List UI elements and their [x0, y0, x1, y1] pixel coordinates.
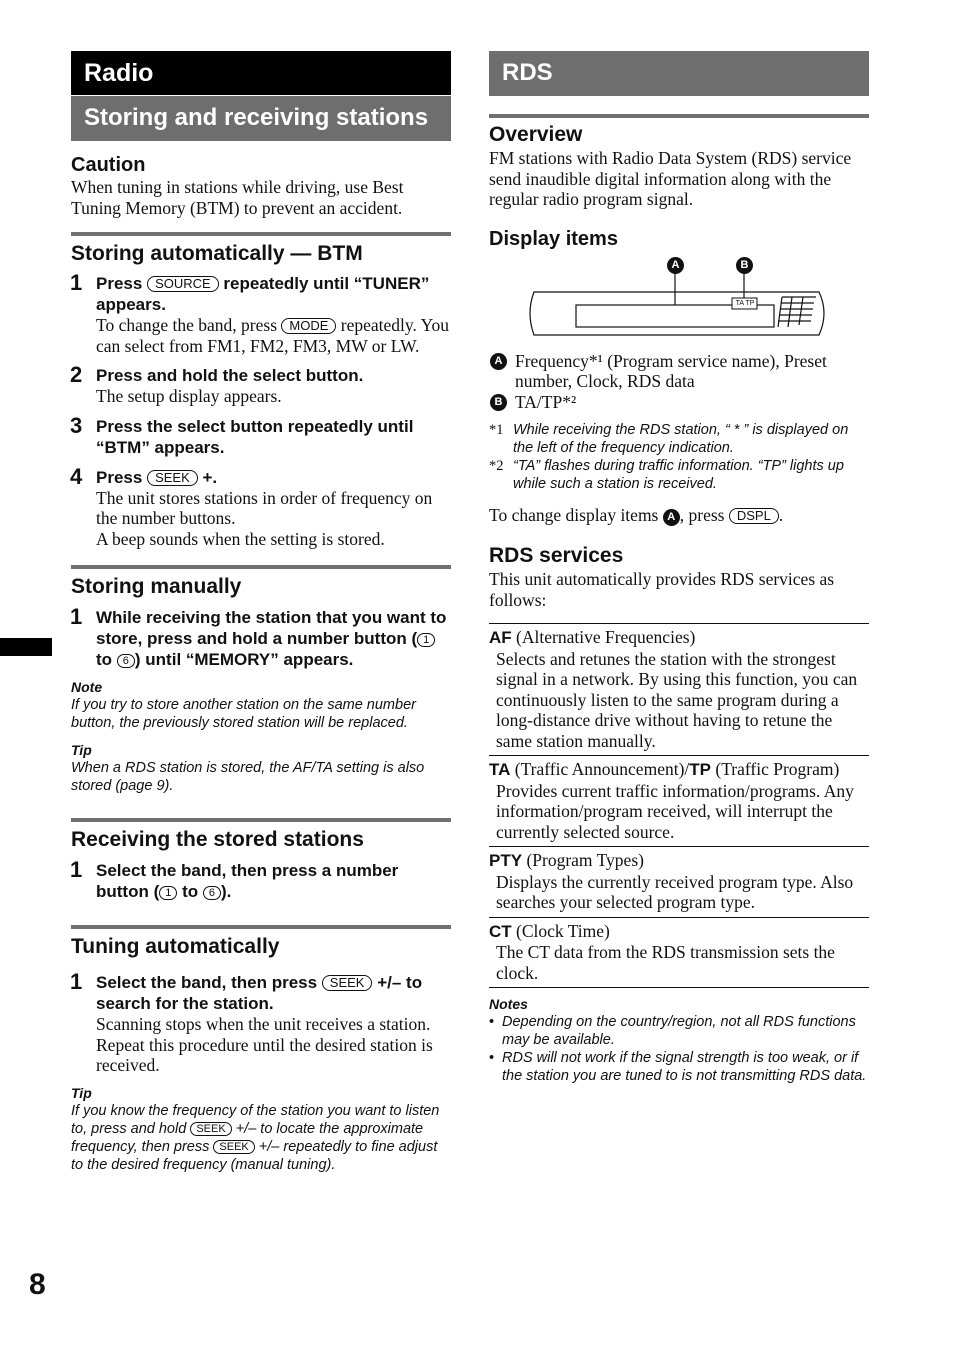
divider	[489, 114, 869, 118]
heading-rds-services: RDS services	[489, 544, 624, 567]
step-body: The setup display appears.	[96, 386, 282, 406]
services-intro: This unit automatically provides RDS services as follows:	[489, 569, 835, 610]
footnote-marker: *2	[489, 458, 504, 474]
footnote-text: “TA” flashes during traffic information. “TP” lights up while such a station is received.	[513, 458, 844, 492]
footnote-text: While receiving the RDS station, “ * ” is displayed on the left of the frequency indication.	[513, 422, 849, 456]
step-text: to	[96, 650, 113, 669]
service-abbr: AF	[489, 628, 512, 647]
tuning-tip	[71, 1085, 451, 1174]
step-text: Select the band, then press	[96, 973, 318, 992]
step-text: ) until “MEMORY” appears.	[134, 650, 354, 669]
manual-step-1	[70, 604, 451, 670]
step-text: to	[182, 882, 199, 901]
step-body: A beep sounds when the setting is stored.	[96, 528, 385, 549]
caution-block	[71, 153, 451, 218]
divider	[71, 818, 451, 822]
tip-text: +/– to locate the approximate frequency, then press	[71, 1120, 424, 1155]
divider	[71, 565, 451, 569]
step-number: 3	[70, 412, 83, 438]
callout-a-icon: A	[490, 353, 507, 370]
service-name: (Program Types)	[526, 850, 644, 870]
service-pty	[489, 846, 869, 917]
btm-step-4	[70, 463, 451, 550]
service-ct	[489, 917, 869, 989]
step-text: +/– to search for the station.	[96, 973, 423, 1013]
change-display-line	[489, 505, 869, 526]
step-number: 1	[70, 604, 83, 629]
btm-step-2	[70, 362, 451, 407]
manual-note	[71, 679, 451, 732]
service-af	[489, 623, 869, 755]
step-number: 1	[70, 857, 83, 882]
display-item-text: TA/TP*²	[515, 391, 577, 412]
manual-tip	[71, 742, 451, 795]
caution-text: When tuning in stations while driving, use Best Tuning Memory (BTM) to prevent an accident.	[71, 177, 404, 218]
heading-overview: Overview	[489, 123, 583, 146]
step-body: The unit stores stations in order of frequency on the number buttons.	[96, 487, 433, 528]
btm-step-1	[70, 270, 451, 356]
number-button-6[interactable]: 6	[203, 886, 221, 900]
btm-step-3	[70, 412, 451, 458]
display-item-b	[489, 392, 869, 413]
display-item-text: Frequency*¹ (Program service name), Preset number, Clock, RDS data	[515, 350, 827, 391]
step-text: Press and hold the select button.	[96, 366, 364, 385]
service-name: (Clock Time)	[516, 920, 610, 941]
seek-button[interactable]: SEEK	[147, 470, 198, 486]
mode-button[interactable]: MODE	[281, 318, 336, 334]
bullet: •	[489, 1014, 495, 1030]
footnote-marker: *1	[489, 422, 504, 438]
callout-a-icon: A	[667, 257, 684, 274]
tip-heading: Tip	[71, 1084, 92, 1101]
heading-receive: Receiving the stored stations	[71, 828, 364, 851]
divider	[71, 925, 451, 929]
step-number: 1	[70, 969, 83, 994]
tip-text: +/– repeatedly to fine adjust to the desired frequency (manual tuning).	[71, 1138, 438, 1173]
note-text: If you try to store another station on the same number button, the previously stored station will be replaced.	[71, 697, 416, 731]
number-button-1[interactable]: 1	[417, 633, 435, 647]
step-body: To change the band, press	[96, 315, 278, 335]
heading-manual: Storing manually	[71, 575, 242, 598]
section-tab-marker	[0, 638, 52, 656]
step-text: Press	[96, 274, 143, 293]
heading-tuning: Tuning automatically	[71, 935, 280, 958]
section-subtitle: Storing and receiving stations	[71, 96, 451, 141]
footnote-2	[489, 457, 869, 493]
right-column	[489, 51, 869, 1085]
services-list	[489, 623, 869, 988]
callout-b-icon: B	[736, 257, 753, 274]
display-item-a	[489, 351, 869, 392]
step-text: While receiving the station that you want to store, press and hold a number button (	[96, 608, 447, 648]
number-button-1[interactable]: 1	[159, 886, 177, 900]
service-abbr: CT	[489, 921, 512, 941]
footnote-1	[489, 421, 869, 457]
service-abbr: TP	[689, 760, 711, 779]
step-number: 4	[70, 463, 83, 489]
service-desc: Provides current traffic information/programs. Any information/program received, will interrupt the currently selected source.	[496, 780, 854, 842]
bullet: •	[489, 1050, 495, 1066]
note-heading: Note	[71, 679, 103, 695]
tip-text: If you know the frequency of the station you want to listen to, press and hold	[71, 1102, 440, 1137]
note-item	[489, 1013, 869, 1049]
body-text: .	[778, 505, 784, 525]
tuning-step-1	[70, 969, 451, 1076]
step-number: 1	[70, 270, 83, 295]
service-desc: Displays the currently received program type. Also searches your selected program type.	[496, 871, 854, 912]
display-diagram	[489, 255, 869, 351]
step-text: +.	[202, 467, 218, 487]
number-button-6[interactable]: 6	[117, 654, 135, 668]
seek-button[interactable]: SEEK	[213, 1140, 254, 1154]
notes-heading: Notes	[489, 996, 528, 1012]
section-title-rds: RDS	[489, 51, 869, 96]
note-item	[489, 1049, 869, 1085]
service-ta-tp	[489, 755, 869, 846]
service-desc: The CT data from the RDS transmission sets the clock.	[496, 942, 835, 983]
step-text: ).	[221, 882, 232, 901]
overview-text: FM stations with Radio Data System (RDS) service send inaudible digital information along with the regular radio program signal.	[489, 148, 852, 209]
callout-b-icon: B	[490, 394, 507, 411]
step-text: repeatedly until “TUNER” appears.	[96, 274, 430, 314]
note-text: Depending on the country/region, not all RDS functions may be available.	[502, 1014, 856, 1048]
callout-a-icon: A	[663, 509, 680, 526]
divider	[71, 232, 451, 236]
service-name: (Alternative Frequencies)	[516, 627, 696, 647]
notes-block	[489, 996, 869, 1085]
service-abbr: TA	[489, 760, 511, 779]
step-number: 2	[70, 362, 83, 387]
seek-button[interactable]: SEEK	[322, 975, 373, 991]
dspl-button[interactable]: DSPL	[729, 508, 779, 524]
heading-btm: Storing automatically — BTM	[71, 242, 363, 265]
service-abbr: PTY	[489, 851, 523, 870]
receive-step-1	[70, 857, 451, 902]
note-text: RDS will not work if the signal strength is too weak, or if the station you are tuned to is not transmitting RDS data.	[502, 1050, 867, 1084]
seek-button[interactable]: SEEK	[190, 1122, 231, 1136]
step-body: Scanning stops when the unit receives a station. Repeat this procedure until the desired station is received.	[96, 1014, 433, 1075]
step-text: Select the band, then press a number button (	[96, 861, 399, 901]
body-text: , press	[679, 505, 725, 525]
tip-text: When a RDS station is stored, the AF/TA setting is also stored (page 9).	[71, 760, 425, 794]
body-text: To change display items	[489, 505, 659, 525]
section-title-radio: Radio	[71, 51, 451, 95]
step-body: repeatedly. You can select from FM1, FM2, FM3, MW or LW.	[96, 315, 449, 356]
tip-heading: Tip	[71, 742, 92, 758]
left-column	[71, 51, 451, 1174]
service-name: (Traffic Announcement)/	[514, 759, 690, 779]
service-name: (Traffic Program)	[715, 759, 840, 779]
page-number: 8	[29, 1268, 46, 1301]
heading-display-items: Display items	[489, 227, 618, 250]
caution-heading: Caution	[71, 154, 146, 176]
footnotes	[489, 421, 869, 493]
step-text: Press	[96, 467, 143, 487]
ta-tp-label: TA TP	[735, 299, 755, 307]
service-desc: Selects and retunes the station with the strongest signal in a network. By using this function, you can continuously listen to the same program during a long-distance drive without having to retune the same station manually.	[496, 648, 858, 751]
source-button[interactable]: SOURCE	[147, 276, 219, 292]
step-text: Press the select button repeatedly until “BTM” appears.	[96, 416, 414, 457]
